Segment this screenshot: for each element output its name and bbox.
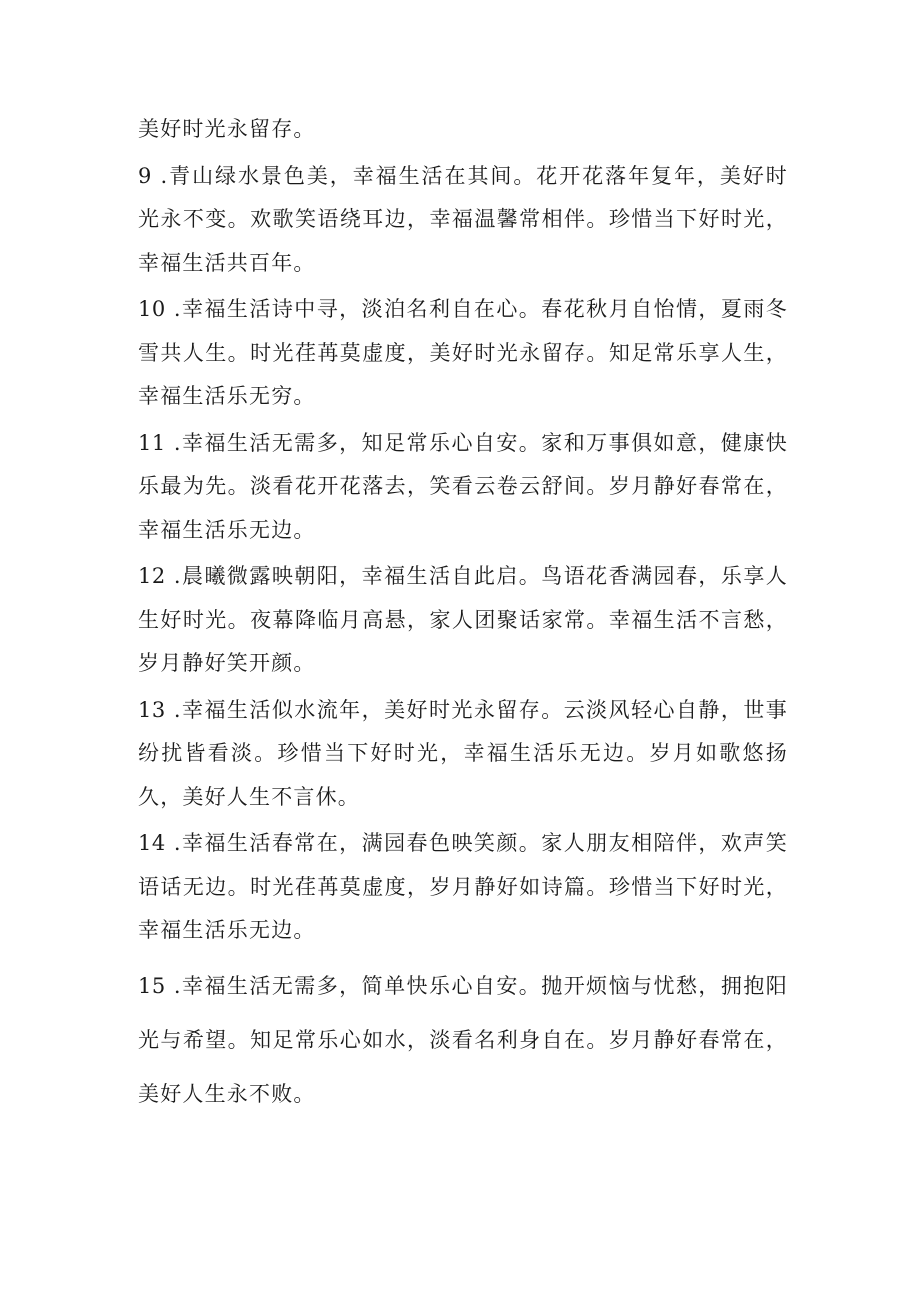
paragraph-text: .晨曦微露映朝阳，幸福生活自此启。鸟语花香满园春，乐享人生好时光。夜幕降临月高悬，家人团聚话家常。幸福生活不言愁，岁月静好笑开颜。 [138, 564, 788, 675]
paragraph-11 [138, 422, 788, 553]
paragraph-text: 美好时光永留存。 [138, 117, 316, 141]
paragraph-15 [138, 959, 788, 1121]
paragraph-10 [138, 288, 788, 419]
paragraph-number: 14 [138, 831, 166, 855]
paragraph-number: 13 [138, 697, 166, 722]
paragraph-text: .幸福生活诗中寻，淡泊名利自在心。春花秋月自怡情，夏雨冬雪共人生。时光荏苒莫虚度，美好时光永留存。知足常乐享人生，幸福生活乐无穷。 [138, 297, 788, 408]
paragraph-text: .幸福生活无需多，简单快乐心自安。抛开烦恼与忧愁，拥抱阳光与希望。知足常乐心如水，淡看名利身自在。岁月静好春常在，美好人生永不败。 [138, 973, 788, 1106]
paragraph-13 [138, 689, 788, 820]
paragraph-12 [138, 555, 788, 686]
paragraph-text: .青山绿水景色美，幸福生活在其间。花开花落年复年，美好时光永不变。欢歌笑语绕耳边，幸福温馨常相伴。珍惜当下好时光，幸福生活共百年。 [138, 163, 788, 275]
paragraph-number: 11 [138, 430, 166, 455]
document-body [138, 108, 788, 1124]
paragraph-number: 15 [138, 973, 166, 998]
paragraph-number: 10 [138, 297, 166, 321]
paragraph-number: 9 [138, 163, 152, 188]
paragraph-text: .幸福生活无需多，知足常乐心自安。家和万事俱如意，健康快乐最为先。淡看花开花落去，笑看云卷云舒间。岁月静好春常在，幸福生活乐无边。 [138, 430, 788, 542]
paragraph-text: .幸福生活春常在，满园春色映笑颜。家人朋友相陪伴，欢声笑语话无边。时光荏苒莫虚度，岁月静好如诗篇。珍惜当下好时光，幸福生活乐无边。 [138, 831, 788, 942]
paragraph-14 [138, 822, 788, 953]
paragraph-9 [138, 155, 788, 286]
paragraph-number: 12 [138, 564, 166, 588]
paragraph-text: .幸福生活似水流年，美好时光永留存。云淡风轻心自静，世事纷扰皆看淡。珍惜当下好时光，幸福生活乐无边。岁月如歌悠扬久，美好人生不言休。 [138, 697, 788, 809]
paragraph-continuation [138, 108, 788, 152]
